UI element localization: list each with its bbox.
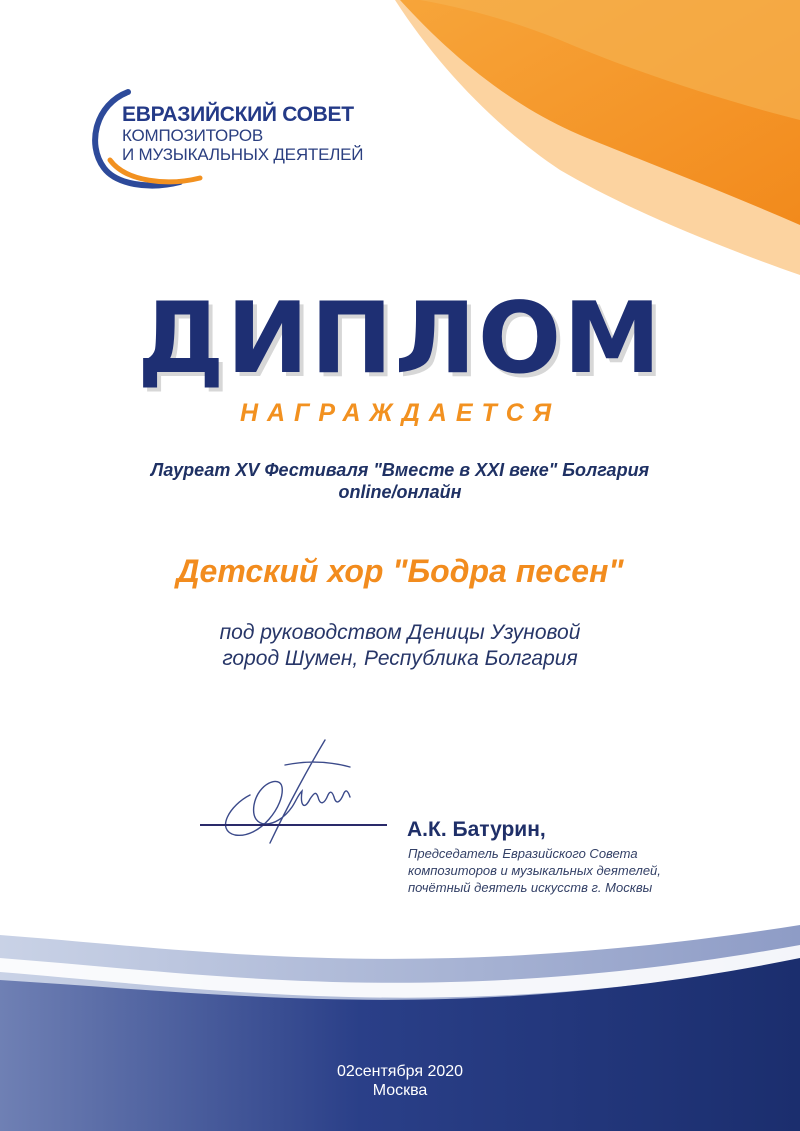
laureate-line-2: online/онлайн xyxy=(338,482,462,502)
leader-line-2: город Шумен, Республика Болгария xyxy=(222,647,578,670)
leader-text xyxy=(0,620,800,672)
footer-city: Москва xyxy=(372,1082,428,1099)
laureate-text xyxy=(0,459,800,503)
logo xyxy=(122,104,363,163)
awarded-heading: НАГРАЖДАЕТСЯ xyxy=(239,399,561,427)
footer-date-place xyxy=(0,1062,800,1100)
logo-line-2: КОМПОЗИТОРОВ xyxy=(122,126,263,145)
laureate-line-1: Лауреат XV Фестиваля "Вместе в XXI веке" Болгария xyxy=(150,460,650,480)
signer-title xyxy=(408,845,661,896)
signer-title-line-2: композиторов и музыкальных деятелей, xyxy=(408,863,661,878)
footer-date: 02сентября 2020 xyxy=(336,1063,464,1080)
signer-name: А.К. Батурин, xyxy=(407,818,546,841)
leader-line-1: под руководством Деницы Узуновой xyxy=(219,621,581,644)
signature-line xyxy=(200,824,387,826)
recipient-name: Детский хор "Бодра песен" xyxy=(176,553,624,589)
diploma-title: ДИПЛОМ xyxy=(137,282,663,396)
logo-line-3: И МУЗЫКАЛЬНЫХ ДЕЯТЕЛЕЙ xyxy=(122,145,364,164)
signer-title-line-1: Председатель Евразийского Совета xyxy=(408,846,638,861)
signer-title-line-3: почётный деятель искусств г. Москвы xyxy=(408,880,653,895)
logo-line-1: ЕВРАЗИЙСКИЙ СОВЕТ xyxy=(122,103,354,126)
signature-icon xyxy=(210,735,360,850)
